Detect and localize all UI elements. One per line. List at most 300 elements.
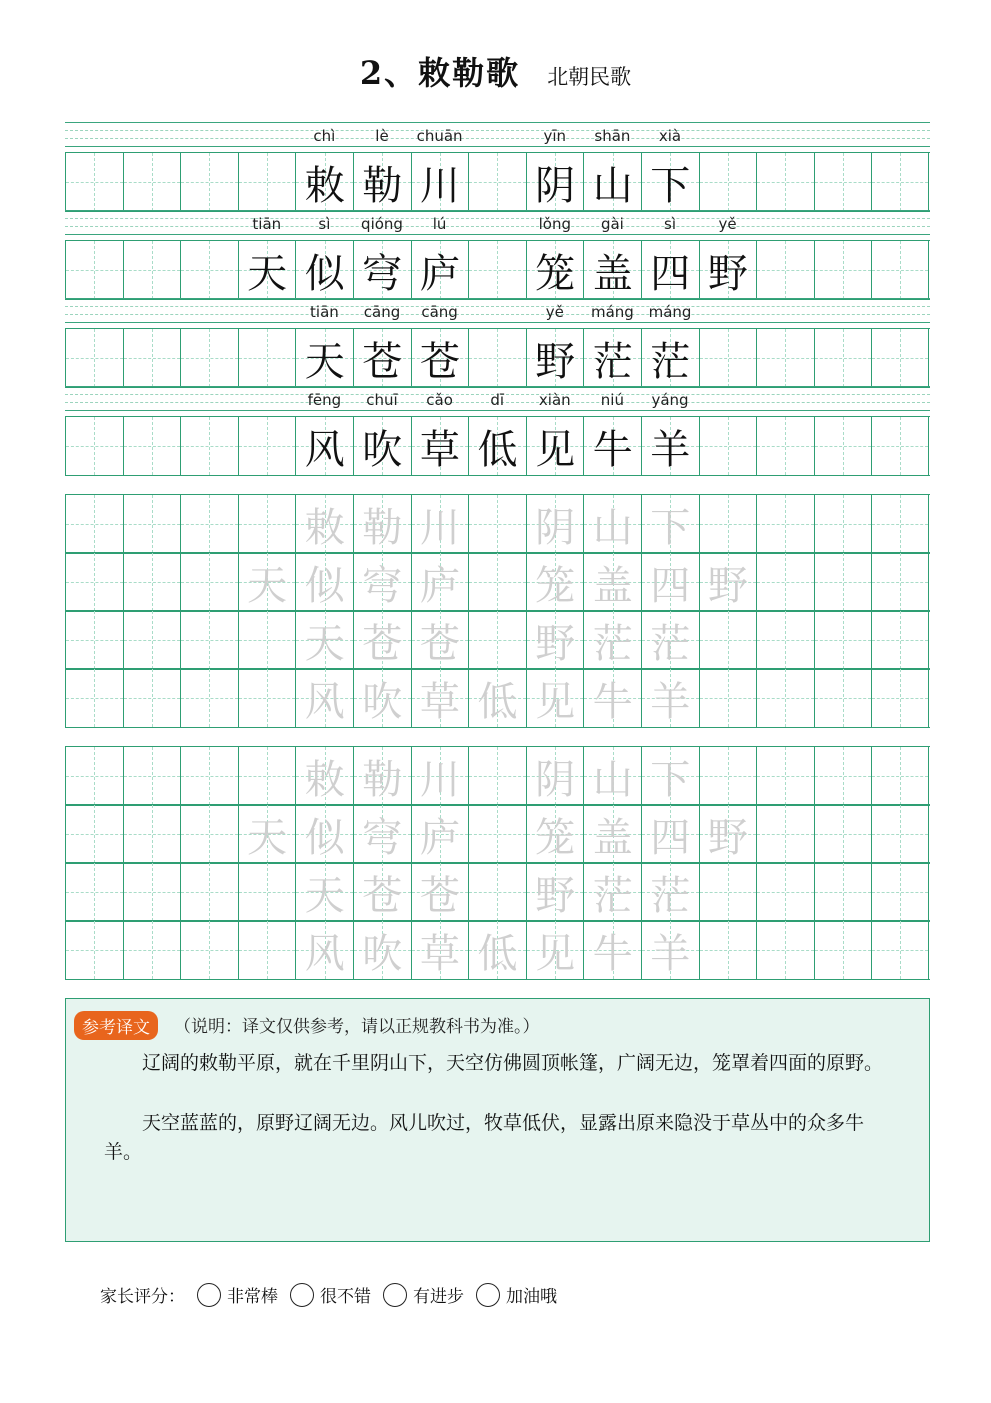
trace-character: 似: [304, 814, 345, 861]
writing-cell[interactable]: [641, 863, 699, 921]
writing-cell[interactable]: [65, 611, 123, 669]
writing-cell[interactable]: [583, 553, 641, 611]
poem-character: [124, 417, 181, 475]
writing-cell[interactable]: [468, 669, 526, 727]
writing-cell[interactable]: [871, 329, 929, 387]
trace-character: 盖: [592, 562, 633, 609]
writing-cell[interactable]: [238, 863, 296, 921]
writing-cell[interactable]: [180, 611, 238, 669]
writing-cell[interactable]: [756, 329, 814, 387]
writing-cell[interactable]: [238, 921, 296, 979]
writing-cell[interactable]: [65, 553, 123, 611]
writing-cell[interactable]: [871, 921, 929, 979]
writing-cell[interactable]: [583, 241, 641, 299]
poem-character: [872, 329, 928, 387]
writing-cell[interactable]: [180, 329, 238, 387]
writing-cell[interactable]: [699, 417, 757, 475]
radio-circle-icon[interactable]: [290, 1283, 314, 1307]
trace-character: 低: [477, 930, 518, 977]
writing-cell[interactable]: [871, 669, 929, 727]
radio-circle-icon[interactable]: [476, 1283, 500, 1307]
trace-character: [700, 669, 757, 727]
poem-character: 天: [247, 250, 288, 297]
writing-cell[interactable]: [871, 863, 929, 921]
writing-cell[interactable]: [295, 863, 353, 921]
poem-character: [815, 417, 872, 475]
writing-cell[interactable]: [65, 805, 123, 863]
poem-character: [239, 329, 296, 387]
trace-character: 天: [304, 872, 345, 919]
poem-character: 勒: [362, 162, 403, 209]
writing-cell[interactable]: [180, 805, 238, 863]
poem-character: 见: [535, 426, 576, 473]
trace-character: [815, 669, 872, 727]
pinyin-text: lǒng: [538, 215, 571, 233]
writing-cell[interactable]: [353, 669, 411, 727]
poem-character: [700, 417, 757, 475]
writing-cell[interactable]: [238, 553, 296, 611]
writing-cell[interactable]: [411, 863, 469, 921]
trace-character: [66, 805, 123, 863]
trace-character: [239, 611, 296, 669]
rating-option-label: 加油哦: [506, 1287, 557, 1307]
poem-character: 牛: [592, 426, 633, 473]
writing-cell[interactable]: [583, 805, 641, 863]
pinyin-text: tiān: [252, 215, 282, 233]
writing-cell[interactable]: [526, 241, 584, 299]
writing-cell[interactable]: [871, 747, 929, 805]
trace-character: [872, 863, 928, 921]
writing-cell[interactable]: [123, 417, 181, 475]
writing-cell[interactable]: [123, 747, 181, 805]
writing-cell[interactable]: [526, 863, 584, 921]
writing-cell[interactable]: [756, 747, 814, 805]
writing-cell[interactable]: [814, 611, 872, 669]
writing-cell[interactable]: [871, 553, 929, 611]
radio-circle-icon[interactable]: [383, 1283, 407, 1307]
writing-cell[interactable]: [583, 611, 641, 669]
rating-option-keep-going[interactable]: [476, 1282, 557, 1307]
tracing-cell-row: [65, 746, 930, 806]
pinyin-text: cāng: [363, 303, 401, 321]
pinyin-text: cāng: [421, 303, 458, 321]
writing-cell[interactable]: [238, 669, 296, 727]
writing-cell[interactable]: [583, 329, 641, 387]
writing-cell[interactable]: [526, 153, 584, 211]
writing-cell[interactable]: [583, 495, 641, 553]
trace-character: [700, 863, 757, 921]
trace-character: [700, 495, 757, 553]
character-cell-row: [65, 328, 930, 388]
writing-cell[interactable]: [641, 805, 699, 863]
writing-cell[interactable]: [641, 747, 699, 805]
writing-cell[interactable]: [411, 329, 469, 387]
writing-cell[interactable]: [180, 553, 238, 611]
writing-cell[interactable]: [814, 747, 872, 805]
writing-cell[interactable]: [353, 611, 411, 669]
writing-cell[interactable]: [756, 495, 814, 553]
writing-cell[interactable]: [295, 329, 353, 387]
writing-cell[interactable]: [526, 329, 584, 387]
trace-character: [181, 669, 238, 727]
writing-cell[interactable]: [699, 495, 757, 553]
trace-character: [872, 553, 928, 611]
writing-cell[interactable]: [238, 611, 296, 669]
trace-character: [469, 611, 526, 669]
trace-character: [181, 495, 238, 553]
writing-cell[interactable]: [180, 417, 238, 475]
trace-character: [124, 805, 181, 863]
writing-cell[interactable]: [295, 241, 353, 299]
writing-cell[interactable]: [699, 669, 757, 727]
writing-cell[interactable]: [123, 153, 181, 211]
writing-cell[interactable]: [526, 921, 584, 979]
writing-cell[interactable]: [814, 153, 872, 211]
writing-cell[interactable]: [468, 553, 526, 611]
writing-cell[interactable]: [699, 329, 757, 387]
trace-character: [181, 611, 238, 669]
trace-character: 川: [419, 756, 460, 803]
writing-cell[interactable]: [65, 153, 123, 211]
poem-character: [872, 417, 928, 475]
trace-character: 苍: [362, 872, 403, 919]
writing-cell[interactable]: [526, 611, 584, 669]
writing-cell[interactable]: [756, 805, 814, 863]
writing-cell[interactable]: [468, 747, 526, 805]
writing-cell[interactable]: [756, 553, 814, 611]
writing-cell[interactable]: [699, 863, 757, 921]
writing-cell[interactable]: [756, 863, 814, 921]
trace-character: 野: [535, 620, 576, 667]
writing-cell[interactable]: [353, 863, 411, 921]
writing-cell[interactable]: [65, 921, 123, 979]
tracing-cell-row: [65, 862, 930, 922]
writing-cell[interactable]: [699, 805, 757, 863]
writing-cell[interactable]: [756, 241, 814, 299]
writing-cell[interactable]: [699, 553, 757, 611]
writing-cell[interactable]: [814, 863, 872, 921]
poem-author: 北朝民歌: [547, 65, 632, 89]
parent-rating: [100, 1282, 557, 1307]
writing-cell[interactable]: [871, 241, 929, 299]
writing-cell[interactable]: [238, 329, 296, 387]
pinyin-line: [65, 322, 930, 323]
trace-character: 笼: [535, 814, 576, 861]
writing-cell[interactable]: [411, 241, 469, 299]
trace-character: 苍: [419, 872, 460, 919]
poem-character: [66, 153, 123, 211]
writing-cell[interactable]: [526, 747, 584, 805]
writing-cell[interactable]: [468, 805, 526, 863]
writing-cell[interactable]: [814, 329, 872, 387]
writing-cell[interactable]: [238, 495, 296, 553]
writing-cell[interactable]: [468, 863, 526, 921]
radio-circle-icon[interactable]: [197, 1283, 221, 1307]
writing-cell[interactable]: [526, 417, 584, 475]
writing-cell[interactable]: [123, 921, 181, 979]
poem-character: 下: [650, 162, 691, 209]
writing-cell[interactable]: [353, 241, 411, 299]
trace-character: [181, 921, 238, 979]
writing-cell[interactable]: [295, 417, 353, 475]
writing-cell[interactable]: [814, 669, 872, 727]
writing-cell[interactable]: [641, 329, 699, 387]
pinyin-line: [65, 138, 930, 139]
poem-character: [815, 153, 872, 211]
pinyin-text: yáng: [651, 391, 689, 409]
writing-cell[interactable]: [238, 805, 296, 863]
writing-cell[interactable]: [583, 669, 641, 727]
writing-cell[interactable]: [238, 417, 296, 475]
trace-character: 茫: [650, 620, 691, 667]
writing-cell[interactable]: [871, 805, 929, 863]
writing-cell[interactable]: [641, 153, 699, 211]
writing-cell[interactable]: [353, 921, 411, 979]
reference-translation-badge: 参考译文: [74, 1011, 158, 1040]
writing-cell[interactable]: [468, 153, 526, 211]
title-block: [0, 48, 991, 94]
trace-character: [757, 495, 814, 553]
poem-character: [181, 153, 238, 211]
writing-cell[interactable]: [295, 153, 353, 211]
writing-cell[interactable]: [814, 921, 872, 979]
trace-character: [700, 747, 757, 805]
writing-cell[interactable]: [526, 669, 584, 727]
trace-character: 野: [707, 562, 748, 609]
poem-character: [66, 417, 123, 475]
pinyin-line: [65, 130, 930, 131]
writing-cell[interactable]: [468, 417, 526, 475]
writing-cell[interactable]: [468, 611, 526, 669]
poem-character: 穹: [362, 250, 403, 297]
writing-cell[interactable]: [295, 495, 353, 553]
trace-character: [815, 553, 872, 611]
trace-character: [872, 611, 928, 669]
writing-cell[interactable]: [238, 153, 296, 211]
writing-cell[interactable]: [353, 153, 411, 211]
trace-character: 笼: [535, 562, 576, 609]
trace-character: 风: [304, 930, 345, 977]
trace-character: 羊: [650, 678, 691, 725]
trace-character: [66, 611, 123, 669]
trace-character: 吹: [362, 678, 403, 725]
writing-cell[interactable]: [411, 495, 469, 553]
trace-character: [815, 921, 872, 979]
writing-cell[interactable]: [756, 669, 814, 727]
writing-cell[interactable]: [411, 669, 469, 727]
writing-cell[interactable]: [468, 495, 526, 553]
writing-cell[interactable]: [353, 495, 411, 553]
writing-cell[interactable]: [353, 417, 411, 475]
trace-character: 穹: [362, 814, 403, 861]
trace-character: [124, 611, 181, 669]
writing-cell[interactable]: [180, 863, 238, 921]
trace-character: 阴: [535, 504, 576, 551]
writing-cell[interactable]: [123, 669, 181, 727]
pinyin-text: fēng: [307, 391, 342, 409]
writing-cell[interactable]: [238, 747, 296, 805]
writing-cell[interactable]: [583, 863, 641, 921]
writing-cell[interactable]: [180, 921, 238, 979]
writing-cell[interactable]: [65, 417, 123, 475]
pinyin-line: [65, 234, 930, 235]
poem-character: 苍: [419, 338, 460, 385]
writing-cell[interactable]: [411, 747, 469, 805]
writing-cell[interactable]: [814, 495, 872, 553]
writing-cell[interactable]: [65, 495, 123, 553]
poem-character: 吹: [362, 426, 403, 473]
poem-character: 风: [304, 426, 345, 473]
trace-character: 敕: [304, 504, 345, 551]
trace-character: 天: [247, 814, 288, 861]
writing-cell[interactable]: [814, 805, 872, 863]
writing-cell[interactable]: [641, 495, 699, 553]
writing-cell[interactable]: [123, 611, 181, 669]
writing-cell[interactable]: [180, 241, 238, 299]
writing-cell[interactable]: [756, 153, 814, 211]
poem-character: [757, 417, 814, 475]
writing-cell[interactable]: [65, 241, 123, 299]
tracing-cell-row: [65, 920, 930, 980]
writing-cell[interactable]: [353, 329, 411, 387]
writing-cell[interactable]: [123, 495, 181, 553]
writing-cell[interactable]: [295, 921, 353, 979]
poem-character: [124, 329, 181, 387]
writing-grid: [65, 122, 930, 998]
trace-character: 川: [419, 504, 460, 551]
trace-character: [66, 553, 123, 611]
trace-character: 茫: [592, 872, 633, 919]
writing-cell[interactable]: [871, 417, 929, 475]
writing-cell[interactable]: [583, 747, 641, 805]
writing-cell[interactable]: [180, 669, 238, 727]
poem-character: [66, 241, 123, 299]
rating-option-improved[interactable]: [383, 1282, 464, 1307]
writing-cell[interactable]: [468, 921, 526, 979]
writing-cell[interactable]: [699, 153, 757, 211]
writing-cell[interactable]: [871, 611, 929, 669]
writing-cell[interactable]: [123, 329, 181, 387]
writing-cell[interactable]: [353, 747, 411, 805]
writing-cell[interactable]: [756, 921, 814, 979]
writing-cell[interactable]: [699, 921, 757, 979]
writing-cell[interactable]: [411, 417, 469, 475]
pinyin-text: dī: [490, 391, 505, 409]
writing-cell[interactable]: [295, 747, 353, 805]
writing-cell[interactable]: [411, 921, 469, 979]
writing-cell[interactable]: [411, 805, 469, 863]
writing-cell[interactable]: [583, 417, 641, 475]
writing-cell[interactable]: [583, 153, 641, 211]
writing-cell[interactable]: [295, 669, 353, 727]
writing-cell[interactable]: [180, 747, 238, 805]
writing-cell[interactable]: [353, 553, 411, 611]
writing-cell[interactable]: [526, 805, 584, 863]
writing-cell[interactable]: [353, 805, 411, 863]
writing-cell[interactable]: [123, 805, 181, 863]
trace-character: [757, 921, 814, 979]
writing-cell[interactable]: [814, 241, 872, 299]
trace-character: 四: [650, 814, 691, 861]
pinyin-text: yīn: [543, 127, 567, 145]
writing-cell[interactable]: [123, 863, 181, 921]
writing-cell[interactable]: [641, 417, 699, 475]
rating-option-good[interactable]: [290, 1282, 371, 1307]
trace-character: 苍: [362, 620, 403, 667]
writing-cell[interactable]: [814, 553, 872, 611]
poem-character: 似: [304, 250, 345, 297]
writing-cell[interactable]: [756, 611, 814, 669]
trace-character: 山: [592, 756, 633, 803]
writing-cell[interactable]: [814, 417, 872, 475]
writing-cell[interactable]: [641, 669, 699, 727]
trace-character: [124, 747, 181, 805]
writing-cell[interactable]: [411, 553, 469, 611]
writing-cell[interactable]: [123, 553, 181, 611]
writing-cell[interactable]: [699, 241, 757, 299]
trace-character: [66, 921, 123, 979]
writing-cell[interactable]: [65, 863, 123, 921]
writing-cell[interactable]: [699, 747, 757, 805]
writing-cell[interactable]: [641, 611, 699, 669]
writing-cell[interactable]: [641, 921, 699, 979]
writing-cell[interactable]: [123, 241, 181, 299]
writing-cell[interactable]: [641, 553, 699, 611]
writing-cell[interactable]: [756, 417, 814, 475]
writing-cell[interactable]: [583, 921, 641, 979]
pinyin-text: tiān: [310, 303, 339, 321]
writing-cell[interactable]: [65, 329, 123, 387]
tracing-cell-row: [65, 552, 930, 612]
writing-cell[interactable]: [526, 495, 584, 553]
writing-cell[interactable]: [411, 153, 469, 211]
writing-cell[interactable]: [65, 747, 123, 805]
writing-cell[interactable]: [871, 495, 929, 553]
writing-cell[interactable]: [295, 611, 353, 669]
rating-option-excellent[interactable]: [197, 1282, 278, 1307]
writing-cell[interactable]: [526, 553, 584, 611]
poem-character: 茫: [650, 338, 691, 385]
trace-character: [757, 747, 814, 805]
writing-cell[interactable]: [180, 495, 238, 553]
trace-character: 敕: [304, 756, 345, 803]
pinyin-text: xià: [658, 127, 682, 145]
character-cell-row: [65, 240, 930, 300]
writing-cell[interactable]: [468, 329, 526, 387]
writing-cell[interactable]: [295, 553, 353, 611]
writing-cell[interactable]: [295, 805, 353, 863]
trace-character: 牛: [592, 930, 633, 977]
poem-character: [815, 329, 872, 387]
trace-character: [239, 863, 296, 921]
poem-character: [700, 153, 757, 211]
poem-character: [469, 329, 526, 387]
trace-character: 草: [419, 930, 460, 977]
poem-character: [239, 417, 296, 475]
writing-cell[interactable]: [468, 241, 526, 299]
writing-cell[interactable]: [699, 611, 757, 669]
trace-character: 盖: [592, 814, 633, 861]
writing-cell[interactable]: [180, 153, 238, 211]
writing-cell[interactable]: [65, 669, 123, 727]
writing-cell[interactable]: [411, 611, 469, 669]
trace-character: [66, 669, 123, 727]
writing-cell[interactable]: [871, 153, 929, 211]
writing-cell[interactable]: [238, 241, 296, 299]
trace-character: 低: [477, 678, 518, 725]
trace-character: 天: [247, 562, 288, 609]
writing-cell[interactable]: [641, 241, 699, 299]
